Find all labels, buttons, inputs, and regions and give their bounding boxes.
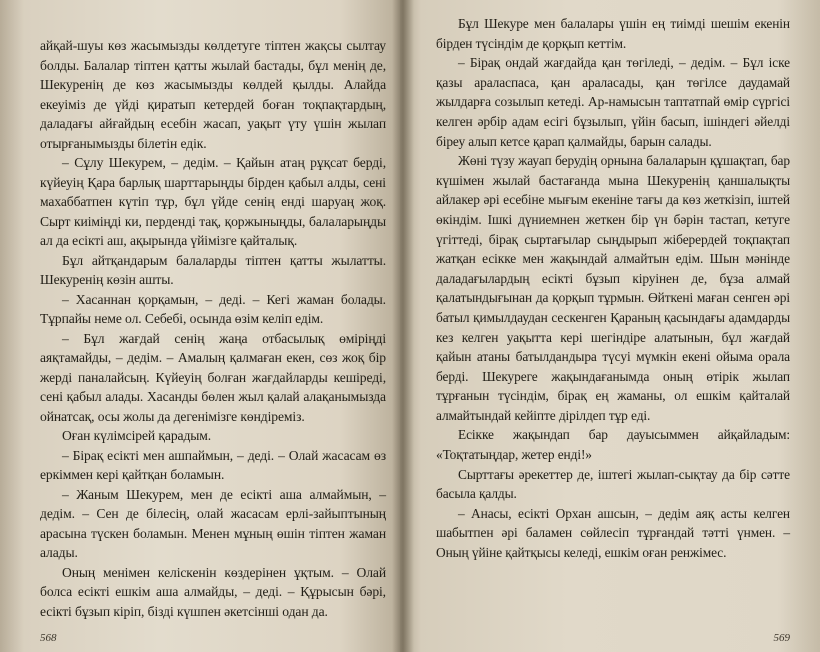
right-paragraph: – Бірақ ондай жағдайда қан төгіледі, – дедім. – Бұл іске қазы араласпаса, қан араласады, қан төгілсе даудамай жылдарға созылып кетеді. Ар-намысын таптатпай өмір сүргісі келген әрбір адам есігі бұзылып, үйін басып, ішіндегі әйелді біреу алып кетсе қарап қалмайды, барын салады. — [436, 55, 790, 149]
right-paragraph: Жөні түзу жауап берудің орнына балаларын құшақтап, бар күшімен жылай бастағанда мына Шекуренің қаншалықты айлакер әрі есебіне мығым екеніне тағы да көз жеткізіп, іштей өкіндім. Ішкі дүниемнен жеткен бір үн бәрін тастап, кетуге үгіттеді, бірақ сыртағылар сыңдырып жіберердей тоқпақтап жатқан есікке мен жақындай алмайтын едім. Шын мәнінде даладағылардың есікті бұзып кіруінен де, бұза алмай қалатындығынан да қорқып тұрмын. Өйткені маған сенген әрі батыл қимылдаудан сескенген Қараның қасындағы адамдарды кез келген уақытта кері шегіндіре алатынын, бұл жағдай қайын атаны батылдандыра түсуі мүмкін екені ойыма орала берді. Шекуреге жақындағанымда оның өтірік жылап тұрғанын түсіндім, бірақ ең жаманы, ол ешкім қайталай алмайтындай кейіпте дірілдеп тұр еді. — [436, 153, 790, 423]
right-page-number: 569 — [773, 632, 790, 644]
left-paragraph: Бұл айтқандарым балаларды тіптен қатты жылатты. Шекуренің көзін ашты. — [40, 252, 386, 287]
right-paragraph: – Анасы, есікті Орхан ашсын, – дедім аяқ асты келген шабытпен әрі баламен сөйлесіп тұрғандай тәтті үнмен. – Оның үйіне қайтқысы келеді, ешкім оған ренжімес. — [436, 505, 790, 561]
right-paragraph: Бұл Шекуре мен балалары үшін ең тиімді шешім екенін бірден түсіндім де қорқып кеттім. — [436, 16, 790, 51]
left-paragraph: – Жаным Шекурем, мен де есікті аша алмаймын, – дедім. – Сен де білесің, олай жасасам ерлі-зайыптының арасына түскен боламын. Менен мұның өшін тіптен жаман алады. — [40, 486, 386, 560]
left-page-number: 568 — [40, 632, 57, 644]
left-paragraph: айқай-шуы көз жасымызды көлдетуге тіптен жақсы сылтау болды. Балалар тіптен қатты жылай бастады, бұл менің де, Шекуренің де көз жасымызды көлдей қылды. Алайда екеуіміз де үйді қиратып кетердей боған тоқпақтардың, даладағы айғайдың есебін жасап, уақыт үту үшін жылап отырғанымызды білетін едік. — [40, 38, 386, 151]
right-paragraph: Сырттағы әрекеттер де, іштегі жылап-сықтау да бір сәтте басыла қалды. — [436, 466, 790, 502]
left-paragraph: – Бірақ есікті мен ашпаймын, – деді. – Олай жасасам өз еркіммен кері қайтқан боламын. — [40, 447, 386, 482]
left-paragraph: – Хасаннан қорқамын, – деді. – Кегі жаман болады. Тұрпайы неме ол. Себебі, осында өзім келіп едім. — [40, 291, 386, 326]
right-paragraph: Есікке жақындап бар дауысыммен айқайладым: «Тоқтатыңдар, жетер енді!» — [436, 427, 790, 463]
left-page — [0, 0, 400, 652]
left-paragraph: Оның менімен келіскенін көздерінен ұқтым. – Олай болса есікті ешкім аша алмайды, – деді. – Құрысын бәрі, есікті бұзып кіріп, бізді күшпен әкетсінші одан да. — [40, 564, 386, 619]
right-page — [400, 0, 820, 652]
left-paragraph: – Бұл жағдай сенің жаңа отбасылық өміріңді аяқтамайды, – дедім. – Амалың қалмаған екен, сөз жоқ бір жерді паналайсың. Күйеуің болған жағдайларды кешіреді, сені қабыл алады. Хасанды бөлен жыл қалай алақанымызда ойнатсақ, осы жолы да дегенімізге көндіреміз. — [40, 330, 386, 424]
left-paragraph: Оған күлімсірей қарадым. — [62, 428, 212, 443]
left-paragraph: – Сұлу Шекурем, – дедім. – Қайын атаң рұқсат берді, күйеуің Қара барлық шарттарыңды бірден қабыл алды, сені махаббатпен күтіп тұр, бұл үйде сенің енді шаруаң жоқ. Сырт киіміңді ки, перденді тақ, қоржыныңды, балаларыңды ал да есікті аш, ақырында үйімізге қайталық. — [40, 155, 386, 248]
